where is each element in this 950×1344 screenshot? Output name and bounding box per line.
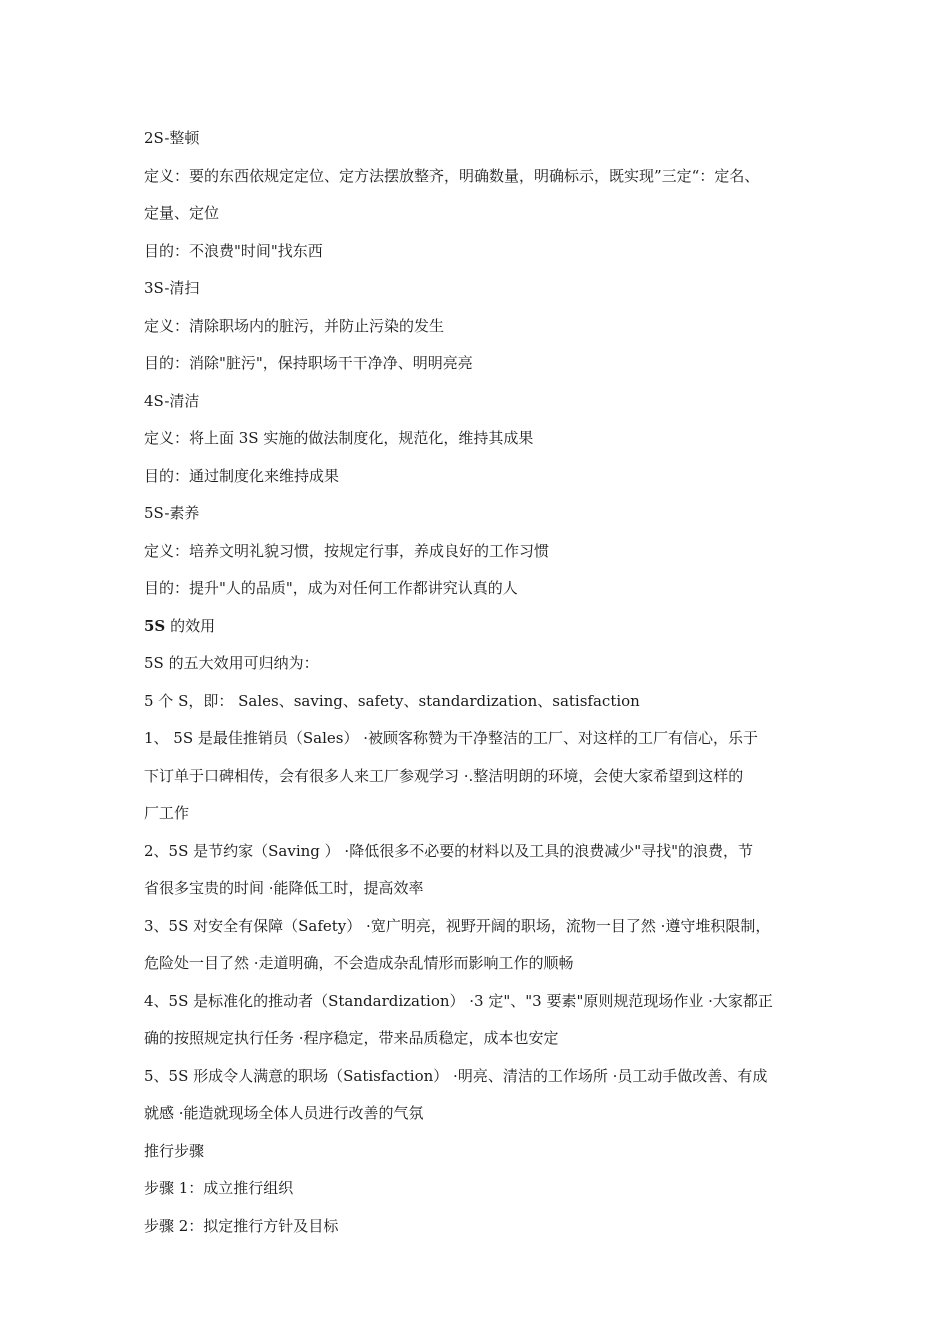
paragraph-line: 定义：清除职场内的脏污，并防止污染的发生 — [144, 316, 445, 335]
paragraph-line: 5、5S 形成令人满意的职场（Satisfaction） ·明亮、清洁的工作场所 ·员工动手做改善、有成 — [144, 1066, 768, 1085]
paragraph-line: 定义：将上面 3S 实施的做法制度化，规范化，维持其成果 — [144, 429, 534, 447]
heading-3s: 3S-清扫 — [144, 279, 200, 297]
heading-4s: 4S-清洁 — [144, 391, 200, 410]
paragraph-line: 定义：要的东西依规定定位、定方法摆放整齐，明确数量，明确标示，既实现”三定“：定名、 — [144, 166, 760, 185]
paragraph-line: 2、5S 是节约家（Saving ） ·降低很多不必要的材料以及工具的浪费减少"寻找"的浪费，节 — [144, 841, 753, 860]
paragraph-line: 定量、定位 — [144, 204, 220, 222]
heading-5s: 5S-素养 — [144, 504, 200, 522]
heading-suffix: 的效用 — [170, 616, 216, 635]
paragraph-line: 5S 的五大效用可归纳为： — [144, 654, 319, 672]
paragraph-line: 3、5S 对安全有保障（Safety） ·宽广明亮，视野开阔的职场，流物一目了然 ·遵守堆积限制， — [144, 916, 771, 935]
document-body — [144, 120, 809, 1245]
paragraph-line: 下订单于口碑相传，会有很多人来工厂参观学习 ·.整洁明朗的环境，会使大家希望到这样的 — [144, 766, 744, 785]
paragraph-line: 目的：提升"人的品质"，成为对任何工作都讲究认真的人 — [144, 579, 518, 597]
paragraph-line: 5 个 S，即： Sales、saving、safety、standardization、satisfaction — [144, 691, 640, 710]
paragraph-line: 目的：不浪费"时间"找东西 — [144, 241, 323, 260]
paragraph-line: 目的：消除"脏污"，保持职场干干净净、明明亮亮 — [144, 354, 473, 372]
step-item: 步骤 2：拟定推行方针及目标 — [144, 1216, 339, 1235]
paragraph-line: 1、 5S 是最佳推销员（Sales） ·被顾客称赞为干净整洁的工厂、对这样的工厂有信心，乐于 — [144, 729, 759, 747]
step-item: 步骤 1：成立推行组织 — [144, 1179, 294, 1197]
paragraph-line: 厂工作 — [144, 804, 190, 822]
paragraph-line: 省很多宝贵的时间 ·能降低工时，提高效率 — [144, 879, 424, 897]
paragraph-line: 确的按照规定执行任务 ·程序稳定，带来品质稳定，成本也安定 — [144, 1029, 559, 1047]
paragraph-line: 4、5S 是标准化的推动者（Standardization） ·3 定"、"3 要素"原则规范现场作业 ·大家都正 — [144, 991, 773, 1010]
heading-steps: 推行步骤 — [144, 1141, 205, 1160]
paragraph-line: 危险处一目了然 ·走道明确，不会造成杂乱情形而影响工作的顺畅 — [144, 954, 574, 972]
heading-2s: 2S-整顿 — [144, 129, 200, 147]
paragraph-line: 目的：通过制度化来维持成果 — [144, 466, 340, 485]
heading-5s-effects — [144, 608, 809, 646]
paragraph-line: 就感 ·能造就现场全体人员进行改善的气氛 — [144, 1104, 424, 1122]
bold-prefix: 5S — [144, 616, 166, 635]
paragraph-line: 定义：培养文明礼貌习惯，按规定行事，养成良好的工作习惯 — [144, 541, 550, 560]
